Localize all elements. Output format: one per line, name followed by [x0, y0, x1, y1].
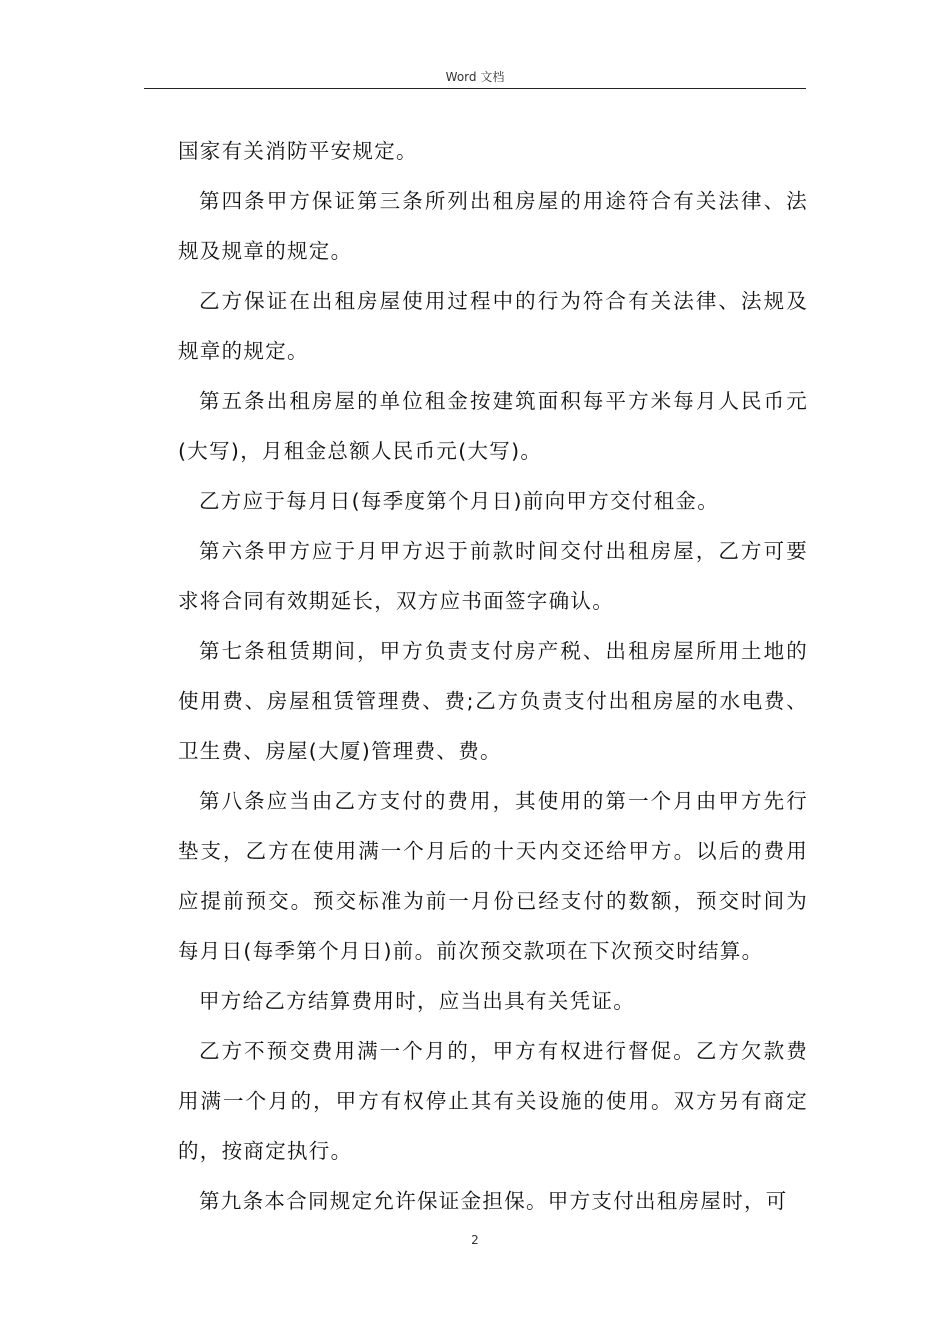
paragraph: 甲方给乙方结算费用时，应当出具有关凭证。 [199, 989, 635, 1013]
header-divider [144, 88, 806, 89]
paragraph: 乙方不预交费用满一个月的，甲方有权进行督促。乙方欠款费用满一个月的，甲方有权停止其有关设施的使用。双方另有商定的，按商定执行。 [178, 1039, 808, 1163]
paragraph: 国家有关消防平安规定。 [178, 139, 418, 163]
paragraph: 第九条本合同规定允许保证金担保。甲方支付出租房屋时，可 [199, 1189, 788, 1213]
paragraph: 乙方应于每月日(每季度第个月日)前向甲方交付租金。 [199, 489, 719, 513]
paragraph: 第五条出租房屋的单位租金按建筑面积每平方米每月人民币元(大写)，月租金总额人民币元(大写)。 [178, 389, 808, 463]
document-body [178, 126, 808, 1226]
paragraph: 第四条甲方保证第三条所列出租房屋的用途符合有关法律、法规及规章的规定。 [178, 189, 808, 263]
page-number: 2 [471, 1233, 479, 1247]
paragraph: 乙方保证在出租房屋使用过程中的行为符合有关法律、法规及规章的规定。 [178, 289, 808, 363]
paragraph: 第八条应当由乙方支付的费用，其使用的第一个月由甲方先行垫支，乙方在使用满一个月后的十天内交还给甲方。以后的费用应提前预交。预交标准为前一月份已经支付的数额，预交时间为每月日(每季第个月日)前。前次预交款项在下次预交时结算。 [178, 789, 808, 963]
page-header: Word 文档 [445, 70, 505, 84]
paragraph: 第七条租赁期间，甲方负责支付房产税、出租房屋所用土地的使用费、房屋租赁管理费、费;乙方负责支付出租房屋的水电费、卫生费、房屋(大厦)管理费、费。 [178, 639, 808, 763]
paragraph: 第六条甲方应于月甲方迟于前款时间交付出租房屋，乙方可要求将合同有效期延长，双方应书面签字确认。 [178, 539, 808, 613]
